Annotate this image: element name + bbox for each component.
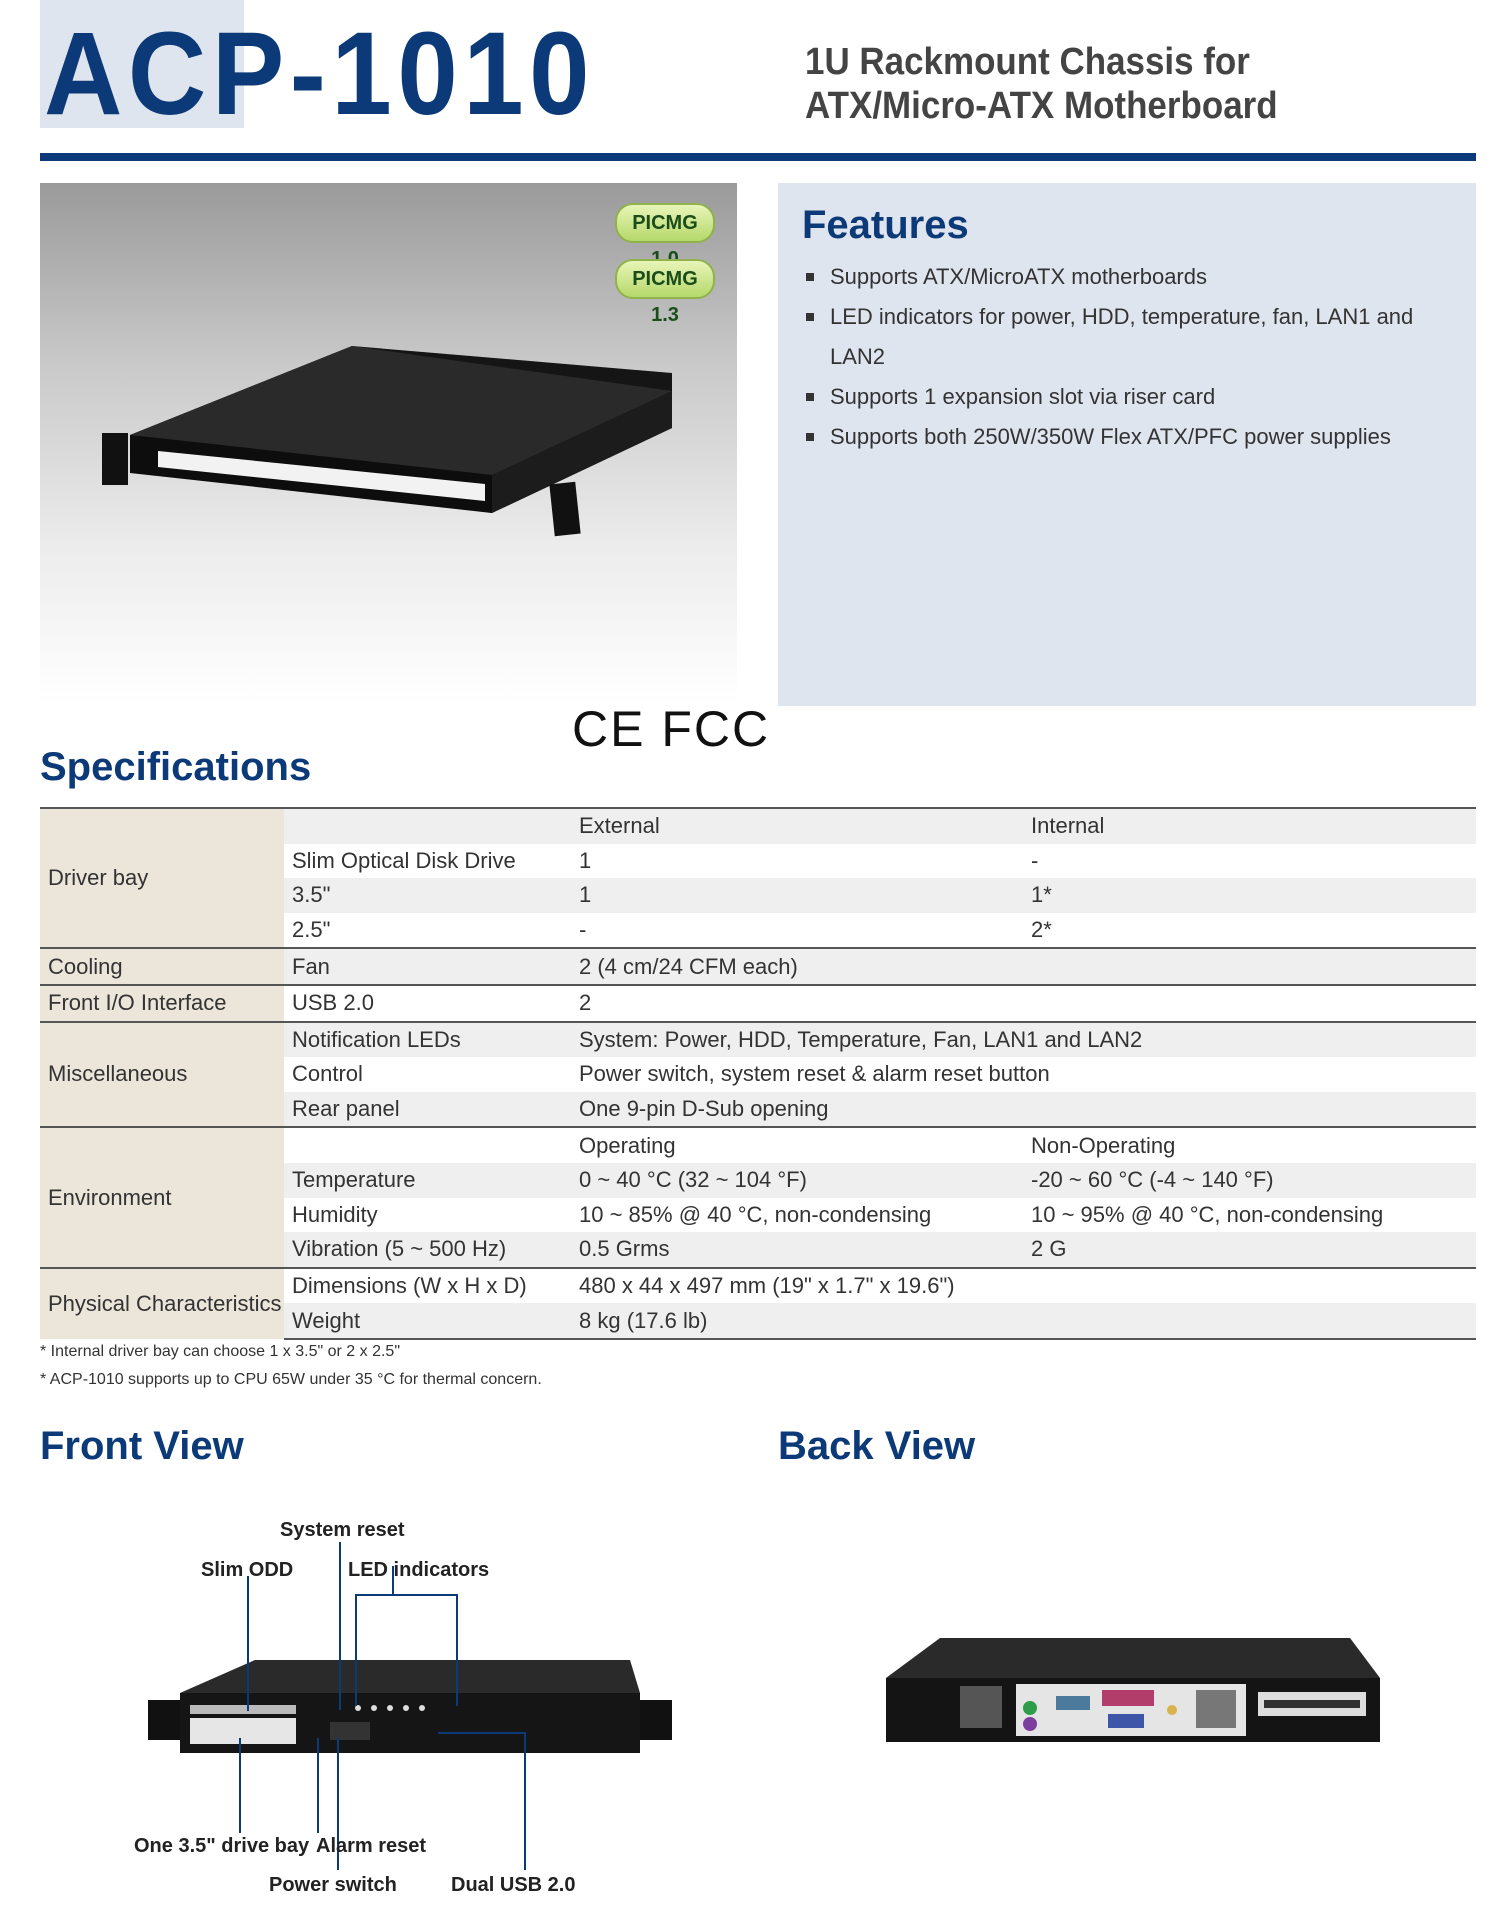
- value-cell: 1*: [1023, 878, 1476, 913]
- features-panel: [778, 183, 1476, 706]
- value-cell: -: [1031, 847, 1039, 873]
- certification-logos: CE FCC: [572, 701, 771, 757]
- spec-notes: [40, 1338, 542, 1394]
- value-cell: One 9-pin D-Sub opening: [571, 1092, 1476, 1128]
- front-view-diagram: [40, 1500, 740, 1920]
- item-cell: Slim Optical Disk Drive: [292, 847, 516, 873]
- value-cell: 10 ~ 85% @ 40 °C, non-condensing: [579, 1201, 932, 1227]
- value-cell: 2 (4 cm/24 CFM each): [571, 948, 1476, 985]
- value-cell: 1: [579, 847, 592, 873]
- callout-line: [355, 1594, 357, 1706]
- callout-line: [239, 1738, 241, 1833]
- features-list: [804, 257, 1464, 457]
- callout-slim-odd: Slim ODD: [201, 1559, 294, 1581]
- callout-line: [524, 1732, 526, 1870]
- callout-power-switch: Power switch: [269, 1874, 397, 1896]
- callout-line: [456, 1594, 458, 1706]
- callout-led-indicators: LED indicators: [348, 1559, 490, 1581]
- item-cell: Humidity: [292, 1201, 378, 1227]
- table-row: [40, 808, 1476, 844]
- specifications-title: Specifications: [40, 745, 312, 789]
- item-cell: Fan: [284, 948, 571, 985]
- value-cell: 0.5 Grms: [571, 1232, 1023, 1268]
- picmg-badge: PICMG 1.3: [615, 259, 715, 299]
- value-cell: 10 ~ 95% @ 40 °C, non-condensing: [1031, 1201, 1384, 1227]
- back-view-title: Back View: [778, 1424, 976, 1468]
- item-cell: Notification LEDs: [284, 1022, 571, 1058]
- table-row: [40, 1127, 1476, 1163]
- column-header: Non-Operating: [1023, 1127, 1476, 1163]
- callout-line: [339, 1542, 341, 1710]
- category-cell: Miscellaneous: [40, 1022, 284, 1128]
- value-cell: -20 ~ 60 °C (-4 ~ 140 °F): [1023, 1163, 1476, 1198]
- callout-line: [355, 1594, 458, 1596]
- item-cell: Weight: [284, 1303, 571, 1339]
- callout-line: [317, 1738, 319, 1833]
- feature-item: LED indicators for power, HDD, temperature, fan, LAN1 and LAN2: [804, 297, 1464, 377]
- table-row: [40, 948, 1476, 985]
- category-cell: Front I/O Interface: [40, 985, 284, 1022]
- item-cell: 3.5": [284, 878, 571, 913]
- item-cell: 2.5": [292, 917, 331, 943]
- item-cell: Vibration (5 ~ 500 Hz): [284, 1232, 571, 1268]
- table-row: [40, 1268, 1476, 1304]
- footnote: * ACP-1010 supports up to CPU 65W under 35 °C for thermal concern.: [40, 1371, 542, 1388]
- callout-line: [247, 1576, 249, 1711]
- item-cell: USB 2.0: [284, 985, 571, 1022]
- product-photo: [40, 183, 737, 703]
- item-cell: Dimensions (W x H x D): [284, 1268, 571, 1304]
- value-cell: 2: [571, 985, 1476, 1022]
- callout-line: [438, 1732, 526, 1734]
- value-cell: 480 x 44 x 497 mm (19" x 1.7" x 19.6"): [571, 1268, 1476, 1304]
- back-chassis-image: [880, 1620, 1400, 1770]
- callout-system-reset: System reset: [280, 1519, 405, 1541]
- category-cell: Cooling: [40, 948, 284, 985]
- category-cell: Driver bay: [40, 808, 284, 948]
- table-row: [40, 985, 1476, 1022]
- column-header: External: [571, 808, 1023, 844]
- model-name: ACP-1010: [44, 8, 596, 140]
- features-title: Features: [802, 203, 969, 247]
- specifications-table: [40, 807, 1476, 1340]
- value-cell: 1: [571, 878, 1023, 913]
- product-subtitle: 1U Rackmount Chassis for ATX/Micro-ATX Motherboard: [805, 41, 1278, 127]
- front-view-title: Front View: [40, 1424, 244, 1468]
- value-cell: 2*: [1031, 917, 1052, 943]
- category-cell: Environment: [40, 1127, 284, 1267]
- feature-item: Supports 1 expansion slot via riser card: [804, 377, 1464, 417]
- column-header: Operating: [571, 1127, 1023, 1163]
- item-cell: Rear panel: [284, 1092, 571, 1128]
- chassis-image: [40, 183, 737, 703]
- table-row: [40, 1022, 1476, 1058]
- item-cell: Control: [292, 1061, 363, 1087]
- feature-item: Supports both 250W/350W Flex ATX/PFC power supplies: [804, 417, 1464, 457]
- picmg-badge: PICMG: [615, 203, 715, 243]
- back-view-diagram: [880, 1620, 1400, 1770]
- column-header: Internal: [1023, 808, 1476, 844]
- callout-alarm-reset: Alarm reset: [316, 1835, 427, 1857]
- value-cell: 8 kg (17.6 lb): [571, 1303, 1476, 1339]
- callout-drive-bay: One 3.5" drive bay: [134, 1835, 310, 1857]
- category-cell: Physical Characteristics: [40, 1268, 284, 1339]
- callout-dual-usb: Dual USB 2.0: [451, 1874, 576, 1896]
- value-cell: System: Power, HDD, Temperature, Fan, LAN1 and LAN2: [571, 1022, 1476, 1058]
- value-cell: Power switch, system reset & alarm reset button: [579, 1061, 1050, 1087]
- header-divider: [40, 153, 1476, 161]
- value-cell: 2 G: [1023, 1232, 1476, 1268]
- value-cell: 0 ~ 40 °C (32 ~ 104 °F): [571, 1163, 1023, 1198]
- footnote: * Internal driver bay can choose 1 x 3.5" or 2 x 2.5": [40, 1343, 400, 1360]
- item-cell: Temperature: [284, 1163, 571, 1198]
- value-cell: -: [579, 917, 587, 943]
- feature-item: Supports ATX/MicroATX motherboards: [804, 257, 1464, 297]
